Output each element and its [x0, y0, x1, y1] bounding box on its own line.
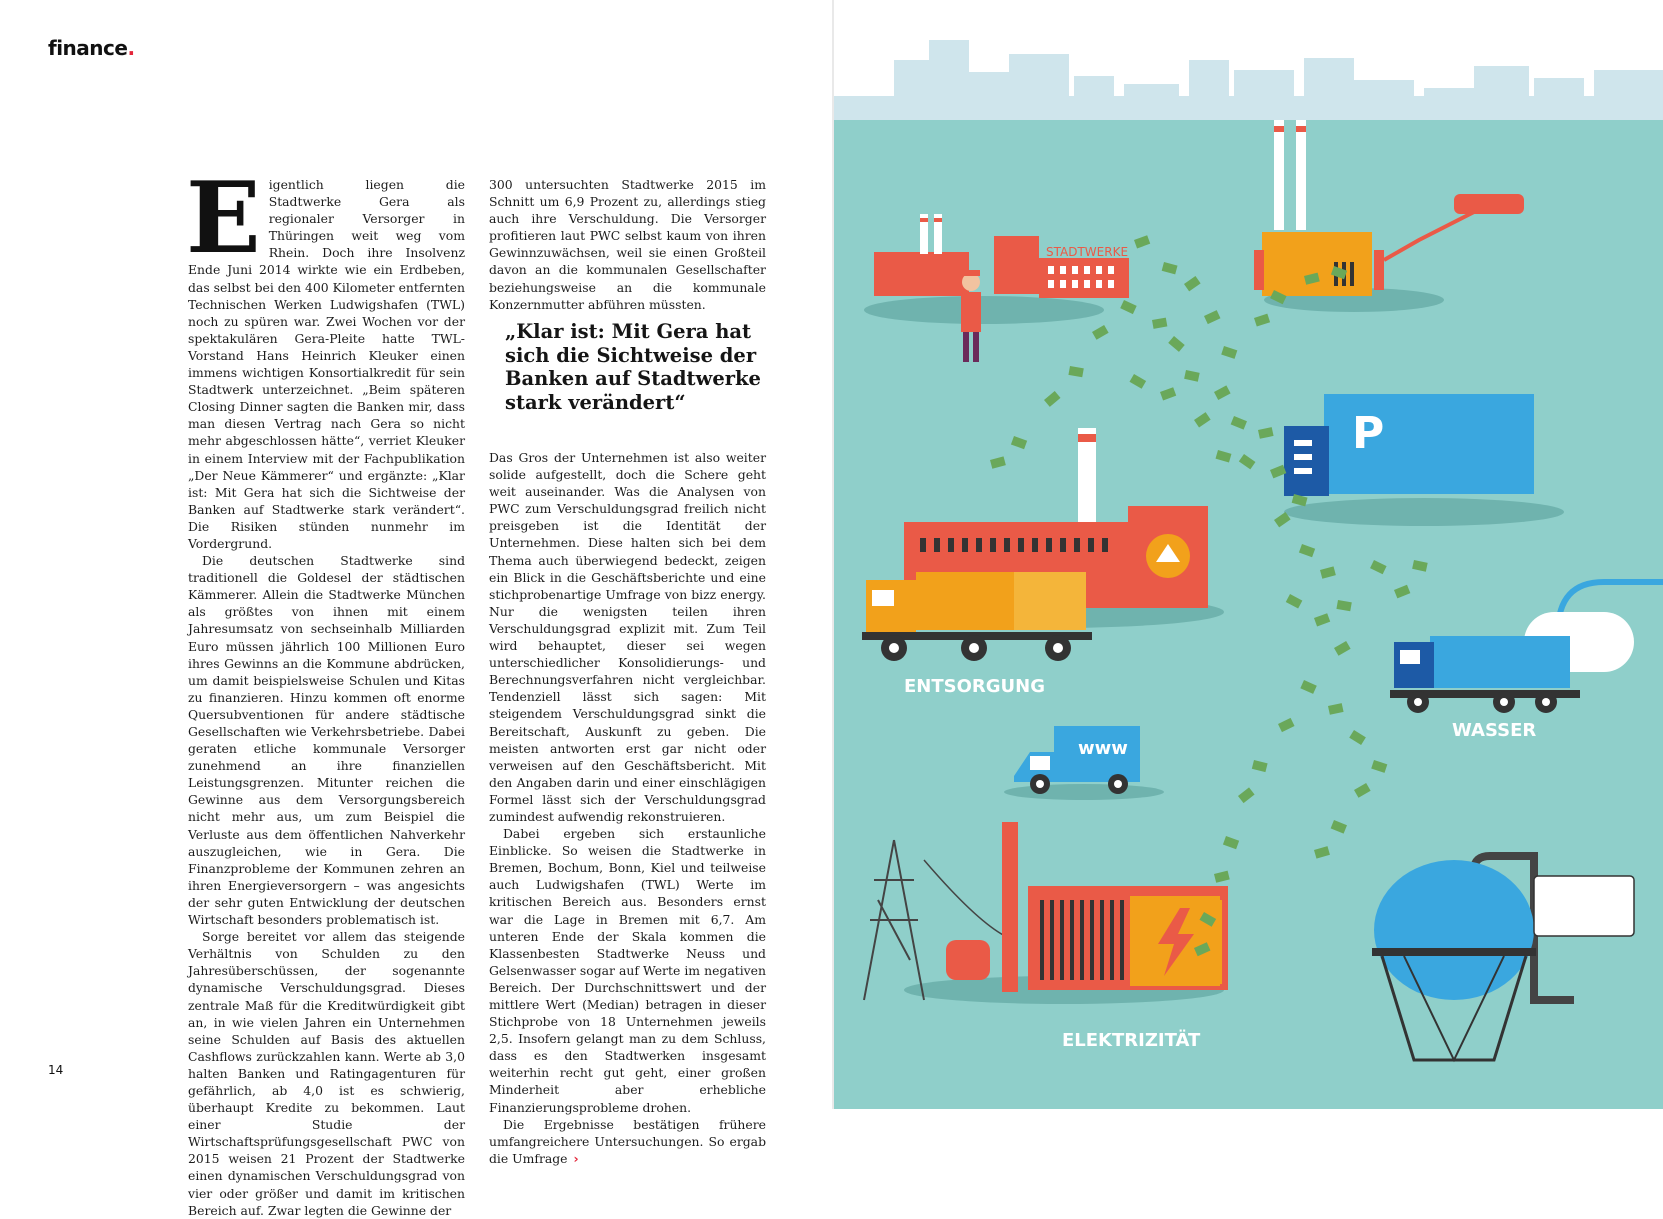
parking-garage	[1284, 394, 1564, 526]
city-utilities-illustration	[834, 0, 1663, 1109]
article-paragraph: Eigentlich liegen die Stadtwerke Gera als regionaler Versorger in Thüringen weit weg vom Rhein. Doch ihre Insolvenz Ende Juni 2014 wirkte wie ein Erdbeben, das selbst bei den 400 Kilometer entfernten Technischen Werken Ludwigshafen (TWL) noch zu spüren war. Zwei Wochen vor der spektakulären Gera-Pleite hatte TWL-Vorstand Hans Heinrich Kleuker einen immens wichtigen Konsortialkredit für sein Stadtwerk unterzeichnet. „Beim späteren Closing Dinner sagten die Banken mir, dass man diesen Vertrag nach Gera so nicht mehr abgeschlossen hätte“, verriet Kleuker in einem Interview mit der Fachpublikation „Der Neue Kämmerer“ und ergänzte: „Klar ist: Mit Gera hat sich die Sichtweise der Banken auf Stadtwerke stark verändert“. Die Risiken stünden nunmehr im Vordergrund.	[186, 161, 465, 551]
article-paragraph: Dabei ergeben sich erstaunliche Einblicke. So weisen die Stadtwerke in Bremen, Bochum, Bonn, Kiel und teilweise auch Ludwigshafen (TWL) Werte im kritischen Bereich aus. Besonders ernst war die Lage in Bremen mit 6,7. Am unteren Ende der Skala kommen die Klassenbesten Stadtwerke Neuss und Gelsenwasser sogar auf Werte im negativen Bereich. Der Durchschnittswert und der mittlere Wert (Median) betragen in dieser Stichprobe von 18 Unternehmen jeweils 2,5. Insofern gelangt man zu dem Schluss, dass es den Stadtwerken insgesamt weiterhin recht gut geht, einer großen Minderheit aber erhebliche Finanzierungsprobleme drohen.	[489, 826, 766, 1115]
label-wasser: WASSER	[1452, 720, 1537, 741]
garbage-truck	[862, 572, 1092, 661]
stadtwerke-sign: STADTWERKE	[1046, 245, 1129, 259]
pull-quote: „Klar ist: Mit Gera hat sich die Sichtweise der Banken auf Stadtwerke stark verändert“	[505, 320, 761, 414]
illustration-page	[834, 0, 1663, 1109]
label-entsorgung: ENTSORGUNG	[904, 676, 1045, 697]
page-number: 14	[48, 1063, 64, 1077]
article-paragraph: Die Ergebnisse bestätigen frühere umfangreichere Untersuchungen. So ergab die Umfrage ›	[489, 1116, 766, 1166]
parking-sign: P	[1352, 408, 1385, 459]
magazine-brand: finance.	[48, 36, 135, 60]
article-paragraph: Das Gros der Unternehmen ist also weiter solide aufgestellt, doch die Schere geht weit auseinander. Was die Analysen von PWC zum Verschuldungsgrad freilich nicht preisgeben ist die Identität der Unternehmen. Diese halten sich bei dem Thema auch überwiegend bedeckt, zeigen ein Blick in die Geschäftsberichte und eine stichprobenartige Umfrage von bizz energy. Nur die wenigsten teilen ihren Verschuldungsgrad explizit mit. Zum Teil wird behauptet, dieser sei wegen unterschiedlicher Konsolidierungs- und Berechnungsverfahren nicht vergleichbar. Tendenziell lässt sich sagen: Mit steigendem Verschuldungsgrad sinkt die Bereitschaft, Auskunft zu geben. Die meisten antworten erst gar nicht oder verweisen auf den Geschäftsbericht. Mit den Angaben darin und einer einschlägigen Formel lässt sich der Verschuldungsgrad zumindest aufwendig rekonstruieren.	[489, 450, 766, 824]
label-elektrizitaet: ELEKTRIZITÄT	[1062, 1030, 1201, 1051]
article-paragraph: Sorge bereitet vor allem das steigende Verhältnis von Schulden zu den Jahresüberschüssen, der sogenannte dynamische Verschuldungsgrad. Dieses zentrale Maß für die Kreditwürdigkeit gibt an, in wie vielen Jahren ein Unternehmen seine Schulden auf Basis des aktuellen Cashflows zurückzahlen kann. Werte ab 3,0 halten Banken und Ratingagenturen für gefährlich, ab 4,0 ist es schwierig, überhaupt Kredite zu bekommen. Laut einer Studie der Wirtschaftsprüfungsgesellschaft PWC von 2015 weisen 21 Prozent der Stadtwerke einen dynamischen Verschuldungsgrad von vier oder größer und damit im kritischen Bereich auf. Zwar legten die Gewinne der	[188, 929, 465, 1218]
article-column-2-bottom	[489, 449, 766, 1166]
article-paragraph: 300 untersuchten Stadtwerke 2015 im Schnitt um 6,9 Prozent zu, allerdings stieg auch ihre Verschuldung. Die Versorger profitieren laut PWC selbst kaum von ihren Gewinnzuwächsen, weil sie einen Großteil davon an die kommunalen Gesellschafter beziehungsweise an die kommunale Konzernmutter abführen müssten.	[489, 177, 766, 312]
article-column-1	[186, 161, 465, 1218]
drop-cap: E	[186, 161, 261, 276]
van-www-label: www	[1078, 738, 1128, 759]
article-paragraph: Die deutschen Stadtwerke sind traditionell die Goldesel der städtischen Kämmerer. Allein die Stadtwerke München als größtes von ihnen mit einem Jahresumsatz von sechseinhalb Milliarden Euro müssen jährlich 100 Millionen Euro ihres Gewinns an die Kommune abdrücken, um damit beispielsweise Schulen und Kitas zu finanzieren. Hinzu kommen oft enorme Quersubventionen für andere städtische Gesellschaften wie Verkehrsbetriebe. Dabei geraten etliche kommunale Versorger zunehmend an ihre finanziellen Leistungsgrenzen. Mitunter reichen die Gewinne aus dem Versorgungsbereich nicht mehr aus, um zum Beispiel die Verluste aus dem öffentlichen Nahverkehr auszugleichen, wie in Gera. Die Finanzprobleme der Kommunen zehren an ihren Energieversorgern – was angesichts der sehr guten Entwicklung der deutschen Wirtschaft besonders problematisch ist.	[188, 553, 465, 928]
continue-arrow-icon[interactable]: ›	[573, 1150, 579, 1166]
article-column-2-top	[489, 176, 766, 312]
